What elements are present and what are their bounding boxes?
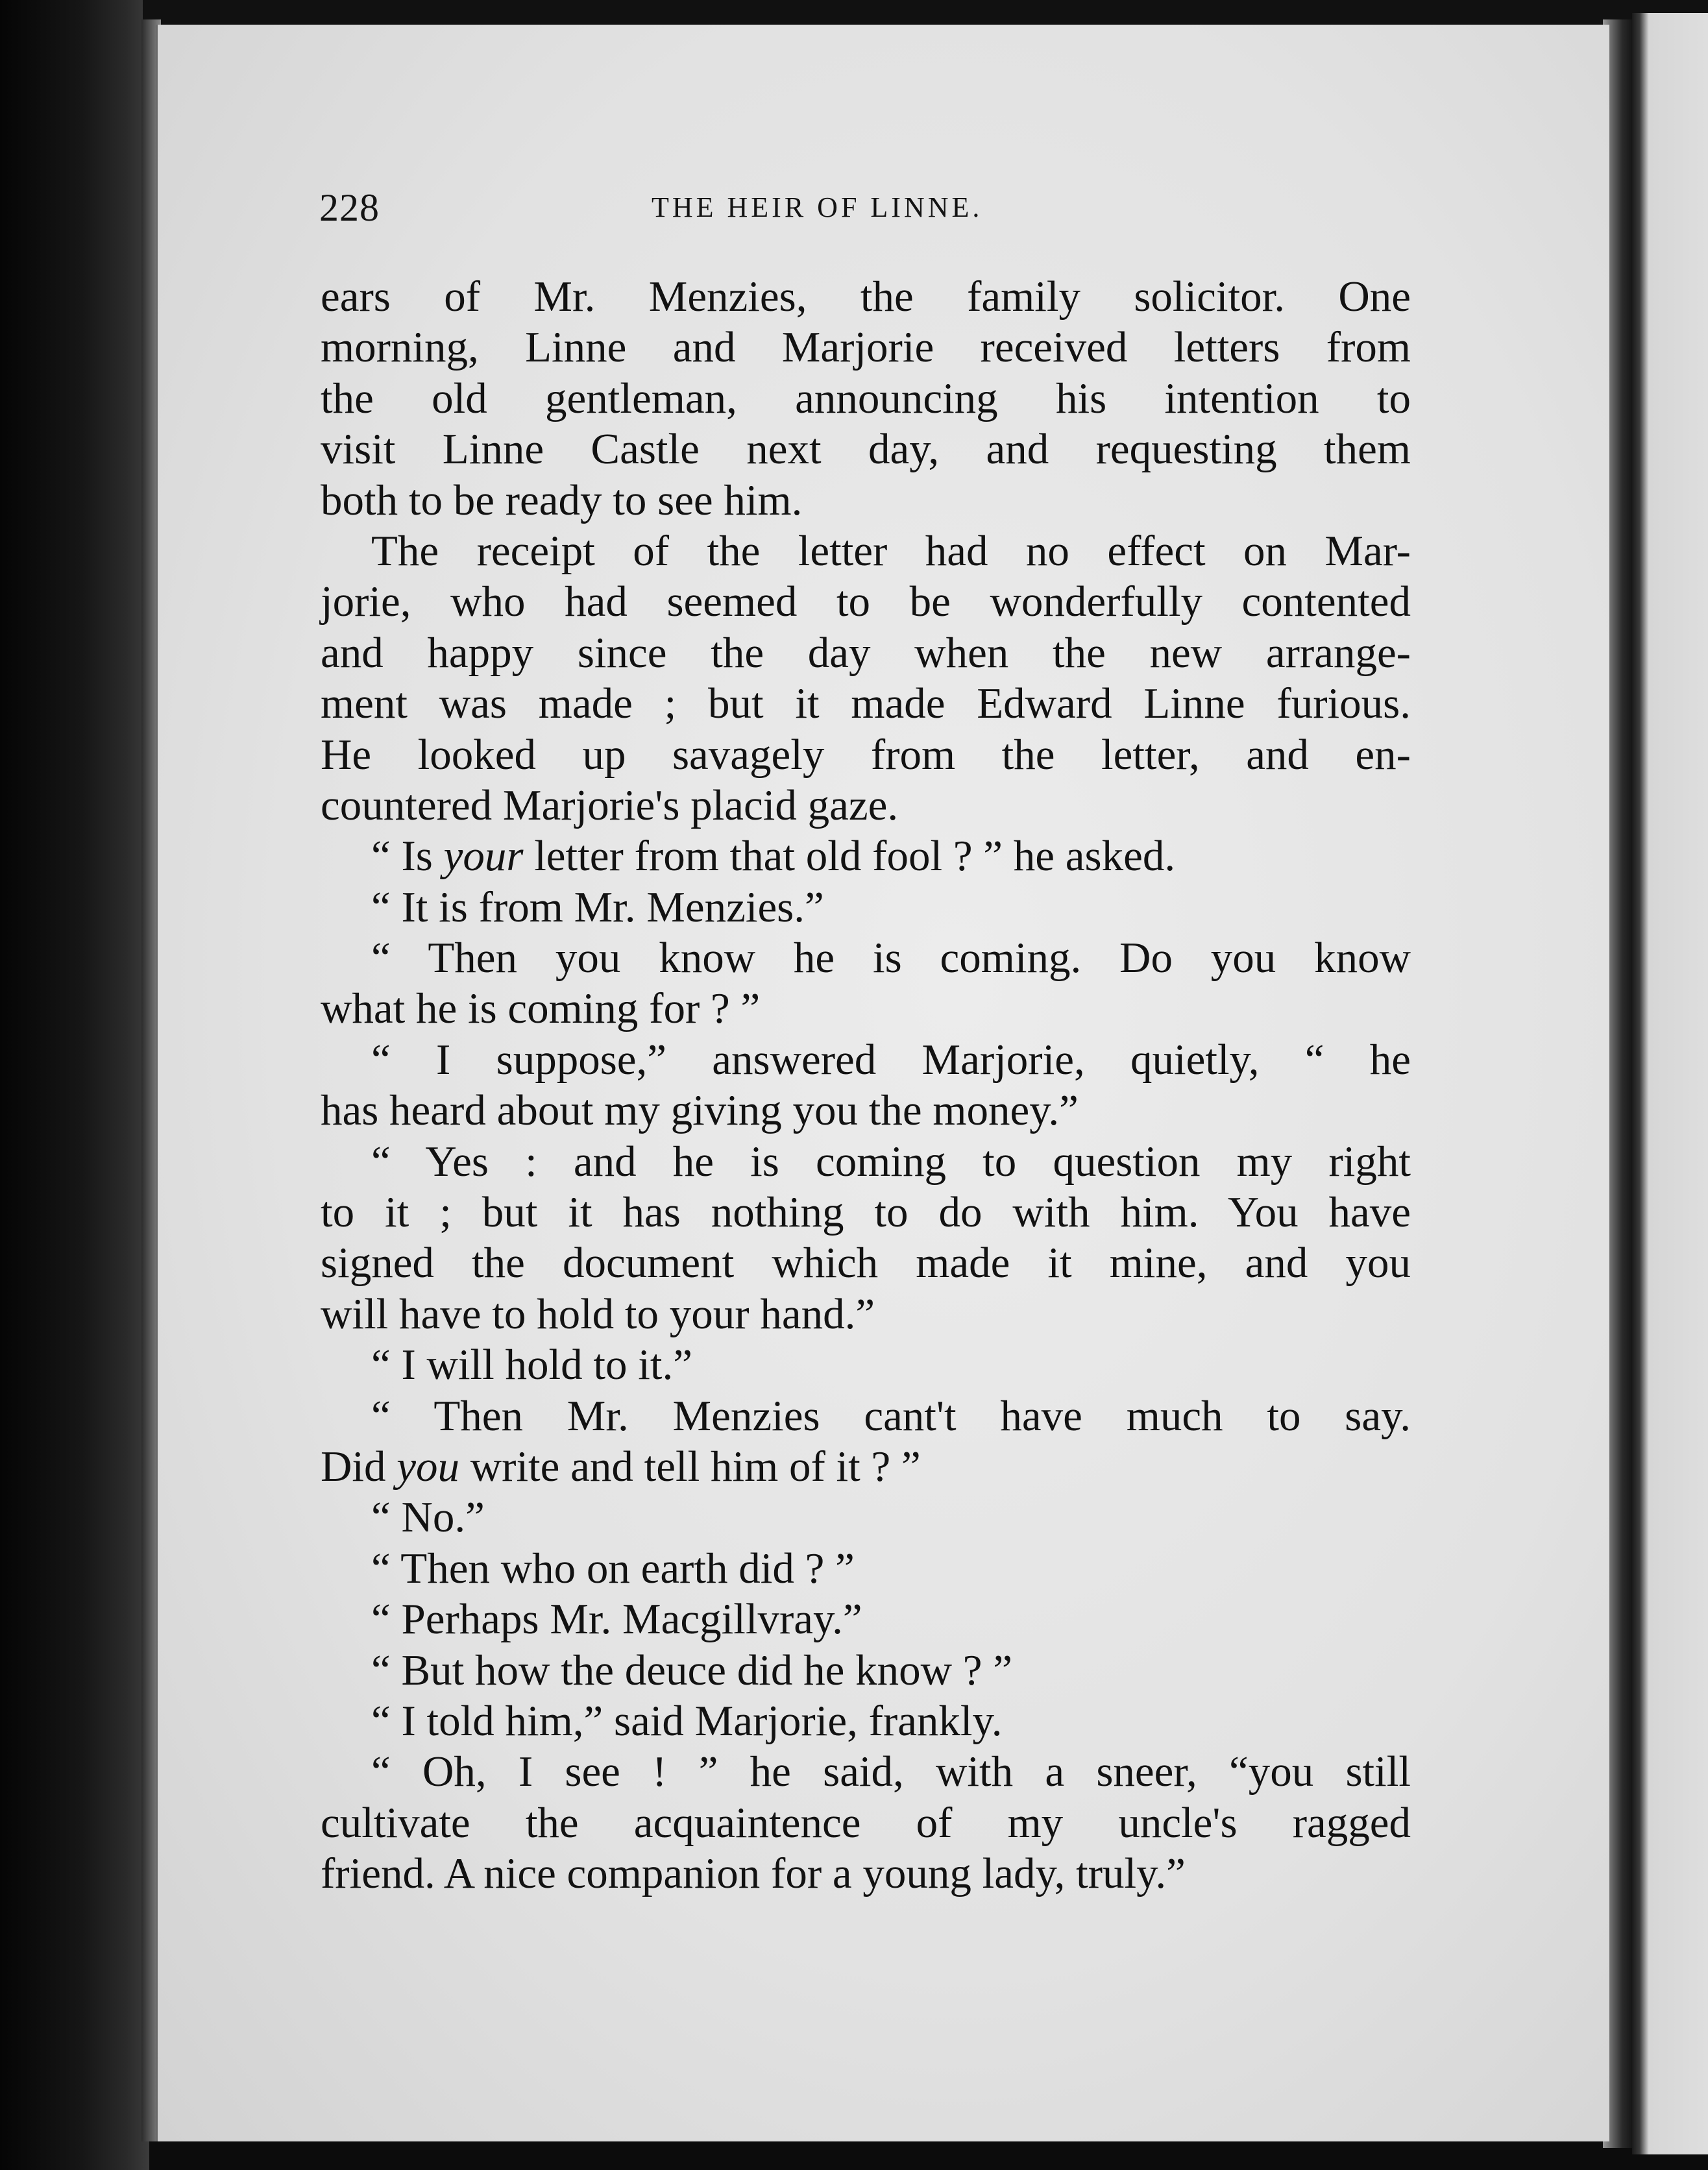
- text-line: cultivate the acquaintence of my uncle's ragged: [321, 1798, 1411, 1847]
- page-number: 228: [319, 186, 380, 229]
- body-text: [321, 271, 1411, 1899]
- text-line: [321, 1441, 1411, 1492]
- text-line: visit Linne Castle next day, and requesting them: [321, 425, 1411, 474]
- text-line: ment was made ; but it made Edward Linne furious.: [321, 679, 1411, 728]
- italic-word: your: [443, 832, 524, 881]
- text-line: “ No.”: [371, 1493, 485, 1542]
- text-line: morning, Linne and Marjorie received letters from: [321, 323, 1411, 372]
- text-line: jorie, who had seemed to be wonderfully contented: [321, 578, 1411, 626]
- text-line: to it ; but it has nothing to do with him. You have: [321, 1188, 1411, 1237]
- text-line: will have to hold to your hand.”: [321, 1289, 875, 1338]
- facing-page-edge: [1632, 13, 1708, 2154]
- text-line: “ It is from Mr. Menzies.”: [371, 883, 824, 931]
- text-line: “ Then you know he is coming. Do you know: [371, 934, 1411, 982]
- text-line: The receipt of the letter had no effect on Mar-: [371, 526, 1411, 575]
- text-line: “ Then Mr. Menzies cant't have much to say.: [371, 1391, 1411, 1440]
- text-line: both to be ready to see him.: [321, 476, 803, 524]
- text-line: “ I told him,” said Marjorie, frankly.: [371, 1696, 1003, 1745]
- text-line: and happy since the day when the new arrange-: [321, 628, 1411, 677]
- text-line: “ I suppose,” answered Marjorie, quietly, “ he: [371, 1035, 1411, 1084]
- text-line: “ But how the deuce did he know ? ”: [371, 1646, 1012, 1694]
- text-line: what he is coming for ? ”: [321, 984, 761, 1033]
- text-line: “ I will hold to it.”: [371, 1341, 692, 1389]
- text-line: [321, 831, 1411, 881]
- italic-word: you: [396, 1442, 459, 1491]
- book-edge-shadow: [0, 0, 149, 2170]
- text-line: countered Marjorie's placid gaze.: [321, 781, 899, 829]
- text-line: the old gentleman, announcing his intention to: [321, 374, 1411, 422]
- text-line: has heard about my giving you the money.”: [321, 1086, 1079, 1135]
- text-fragment: “ Is: [371, 832, 444, 881]
- text-line: He looked up savagely from the letter, and en-: [321, 730, 1411, 779]
- text-line: “ Then who on earth did ? ”: [371, 1544, 855, 1592]
- text-fragment: letter from that old fool ? ” he asked.: [523, 832, 1176, 881]
- text-line: “ Perhaps Mr. Macgillvray.”: [371, 1595, 862, 1644]
- text-line: friend. A nice companion for a young lady, truly.”: [321, 1849, 1186, 1898]
- text-fragment: write and tell him of it ? ”: [459, 1442, 921, 1491]
- scan-border: [143, 0, 1708, 26]
- text-line: ears of Mr. Menzies, the family solicitor. One: [321, 273, 1411, 321]
- text-line: signed the document which made it mine, and you: [321, 1239, 1411, 1287]
- running-head: [319, 186, 1409, 238]
- text-line: “ Oh, I see ! ” he said, with a sneer, “you still: [371, 1748, 1411, 1796]
- text-line: “ Yes : and he is coming to question my right: [371, 1137, 1411, 1186]
- running-title: THE HEIR OF LINNE.: [652, 191, 983, 223]
- text-fragment: Did: [321, 1442, 397, 1491]
